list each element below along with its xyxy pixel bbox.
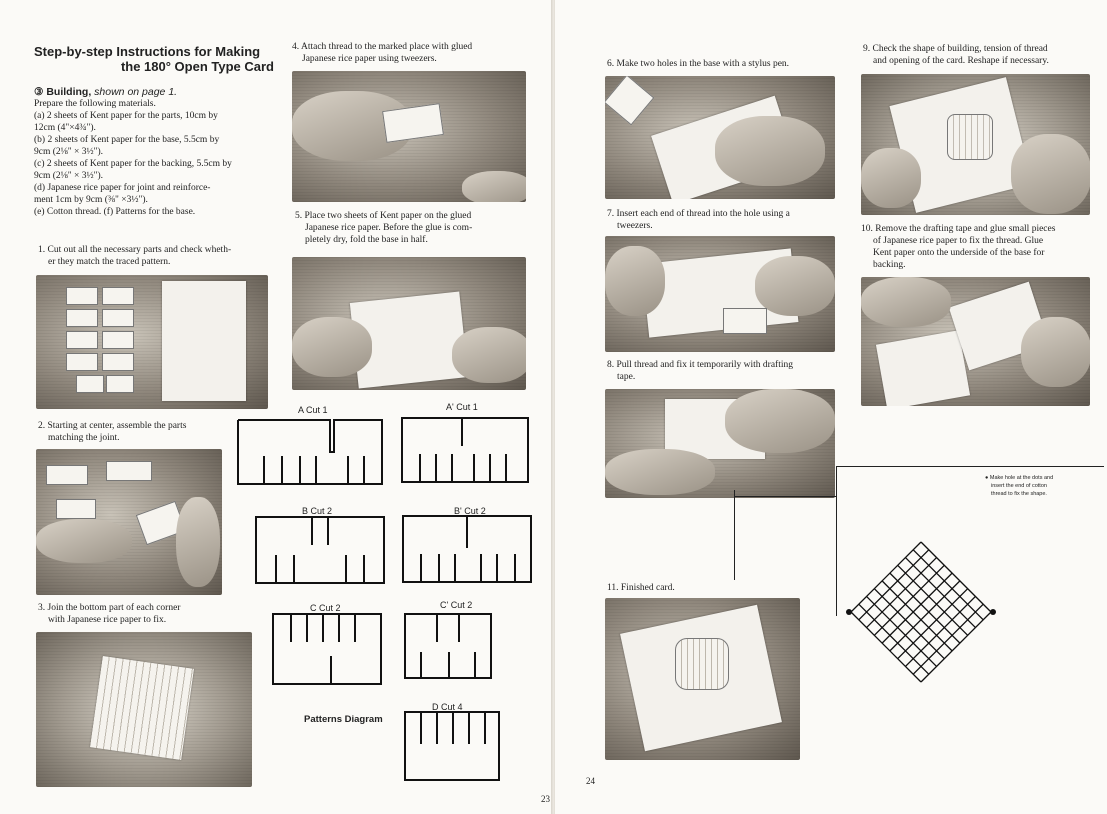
section-ref: shown on page 1.: [94, 86, 178, 98]
step-text: 6. Make two holes in the base with a stylus pen.: [607, 59, 790, 69]
pattern-d-label: D Cut 4: [432, 702, 463, 712]
pattern-b: [254, 515, 386, 585]
step-text: 7. Insert each end of thread into the hole using a: [607, 209, 790, 219]
material-line: (d) Japanese rice paper for joint and reinforce-: [34, 183, 211, 193]
step-text: 4. Attach thread to the marked place with glued: [292, 42, 473, 52]
step-9-photo: [861, 74, 1090, 215]
step-text: 8. Pull thread and fix it temporarily with drafting: [607, 360, 794, 370]
step-text: backing.: [873, 260, 906, 270]
lattice-line: [921, 612, 991, 682]
left-page: [0, 0, 552, 814]
pattern-d: [403, 710, 501, 782]
diagram-note-line: insert the end of cotton: [991, 483, 1047, 489]
diagram-note-line: thread to fix the shape.: [991, 491, 1047, 497]
step-text: with Japanese rice paper to fix.: [48, 615, 167, 625]
pattern-b-label: B Cut 2: [302, 506, 333, 516]
pattern-a: [236, 418, 384, 488]
pattern-a2: [400, 416, 530, 486]
step-5-photo: [292, 257, 526, 390]
pattern-c-label: C Cut 2: [310, 603, 341, 613]
lattice-line: [913, 550, 983, 620]
material-line: (e) Cotton thread. (f) Patterns for the base.: [34, 207, 196, 217]
step-text: 11. Finished card.: [607, 583, 675, 593]
pattern-c: [271, 612, 383, 686]
step-text: and opening of the card. Reshape if necessary.: [873, 56, 1049, 66]
lattice-line: [851, 542, 921, 612]
material-line: (b) 2 sheets of Kent paper for the base, 5.5cm by: [34, 135, 220, 145]
step-text: Kent paper onto the underside of the base for: [873, 248, 1045, 258]
fold-line-top: [735, 496, 836, 497]
lattice-line: [913, 604, 983, 674]
step-text: tweezers.: [617, 221, 653, 231]
step-6-caption: [607, 58, 847, 70]
step-text: 3. Join the bottom part of each corner: [38, 603, 181, 613]
step-text: 10. Remove the drafting tape and glue small pieces: [861, 224, 1056, 234]
step-text: of Japanese rice paper to fix the thread. Glue: [873, 236, 1044, 246]
step-text: 1. Cut out all the necessary parts and check wheth-: [38, 245, 232, 255]
step-text: 5. Place two sheets of Kent paper on the glued: [295, 211, 472, 221]
step-text: 2. Starting at center, assemble the parts: [38, 421, 187, 431]
step-6-photo: [605, 76, 835, 199]
title-line1: Step-by-step Instructions for Making: [34, 44, 261, 59]
step-11-photo: [605, 598, 800, 760]
lattice-line: [890, 573, 960, 643]
lattice-line: [882, 581, 952, 651]
step-text: 9. Check the shape of building, tension of thread: [863, 44, 1048, 54]
step-text: tape.: [617, 372, 636, 382]
material-line: (c) 2 sheets of Kent paper for the backing, 5.5cm by: [34, 159, 232, 169]
lattice-line: [882, 573, 952, 643]
pattern-b2: [401, 514, 533, 584]
pattern-c2-label: C' Cut 2: [440, 600, 473, 610]
materials-block: [34, 86, 274, 218]
right-page: [555, 0, 1107, 814]
material-line: 9cm (2⅛" × 3½").: [34, 171, 104, 181]
section-title: ③ Building,: [34, 86, 92, 98]
diagram-note-line: ● Make hole at the dots and: [985, 475, 1054, 481]
material-line: 12cm (4"×4¾").: [34, 123, 96, 133]
lattice-line: [898, 565, 968, 635]
title-line2: the 180° Open Type Card: [120, 59, 274, 74]
step-10-caption: [861, 223, 1101, 271]
step-text: er they match the traced pattern.: [48, 257, 171, 267]
lattice-line: [905, 596, 975, 666]
step-1-caption: [38, 244, 278, 268]
pattern-a2-label: A' Cut 1: [446, 402, 478, 412]
lattice-line: [890, 581, 960, 651]
page-number: 24: [586, 776, 595, 786]
base-outline-top: [836, 466, 1104, 467]
fold-line-left: [734, 490, 735, 580]
step-2-photo: [36, 449, 222, 595]
lattice-line: [867, 596, 937, 666]
page-title: [34, 44, 274, 74]
step-10-photo: [861, 277, 1090, 406]
lattice-line: [859, 604, 929, 674]
step-9-caption: [863, 43, 1103, 67]
material-line: ment 1cm by 9cm (⅜" ×3½").: [34, 195, 148, 205]
lattice-line: [874, 589, 944, 659]
step-text: pletely dry, fold the base in half.: [305, 235, 428, 245]
diagram-note: [985, 474, 1053, 498]
page-number: 23: [541, 794, 550, 804]
material-line: 9cm (2⅛" × 3½").: [34, 147, 104, 157]
step-3-caption: [38, 602, 258, 626]
step-2-caption: [38, 420, 238, 444]
lattice-diagram: [846, 540, 996, 690]
step-4-caption: [292, 41, 532, 65]
step-text: Japanese rice paper. Before the glue is com-: [305, 223, 473, 233]
pattern-b2-label: B' Cut 2: [454, 506, 486, 516]
step-8-caption: [607, 359, 847, 383]
step-text: Japanese rice paper using tweezers.: [302, 54, 437, 64]
step-text: matching the joint.: [48, 433, 120, 443]
step-7-caption: [607, 208, 847, 232]
materials-intro: Prepare the following materials.: [34, 99, 156, 109]
pattern-a-label: A Cut 1: [298, 405, 328, 415]
step-1-photo: [36, 275, 268, 409]
lattice-line: [851, 612, 921, 682]
patterns-diagram-label: Patterns Diagram: [304, 714, 383, 725]
lattice-line: [905, 558, 975, 628]
section-heading: [34, 86, 274, 98]
step-11-caption: [607, 582, 807, 594]
lattice-line: [921, 542, 991, 612]
material-line: (a) 2 sheets of Kent paper for the parts, 10cm by: [34, 111, 218, 121]
lattice-line: [867, 558, 937, 628]
lattice-line: [859, 550, 929, 620]
step-7-photo: [605, 236, 835, 352]
pattern-c2: [403, 612, 493, 680]
lattice-line: [874, 565, 944, 635]
step-5-caption: [295, 210, 535, 246]
step-4-photo: [292, 71, 526, 202]
lattice-line: [898, 589, 968, 659]
step-3-photo: [36, 632, 252, 787]
step-8-photo: [605, 389, 835, 498]
base-outline-side: [836, 466, 837, 616]
